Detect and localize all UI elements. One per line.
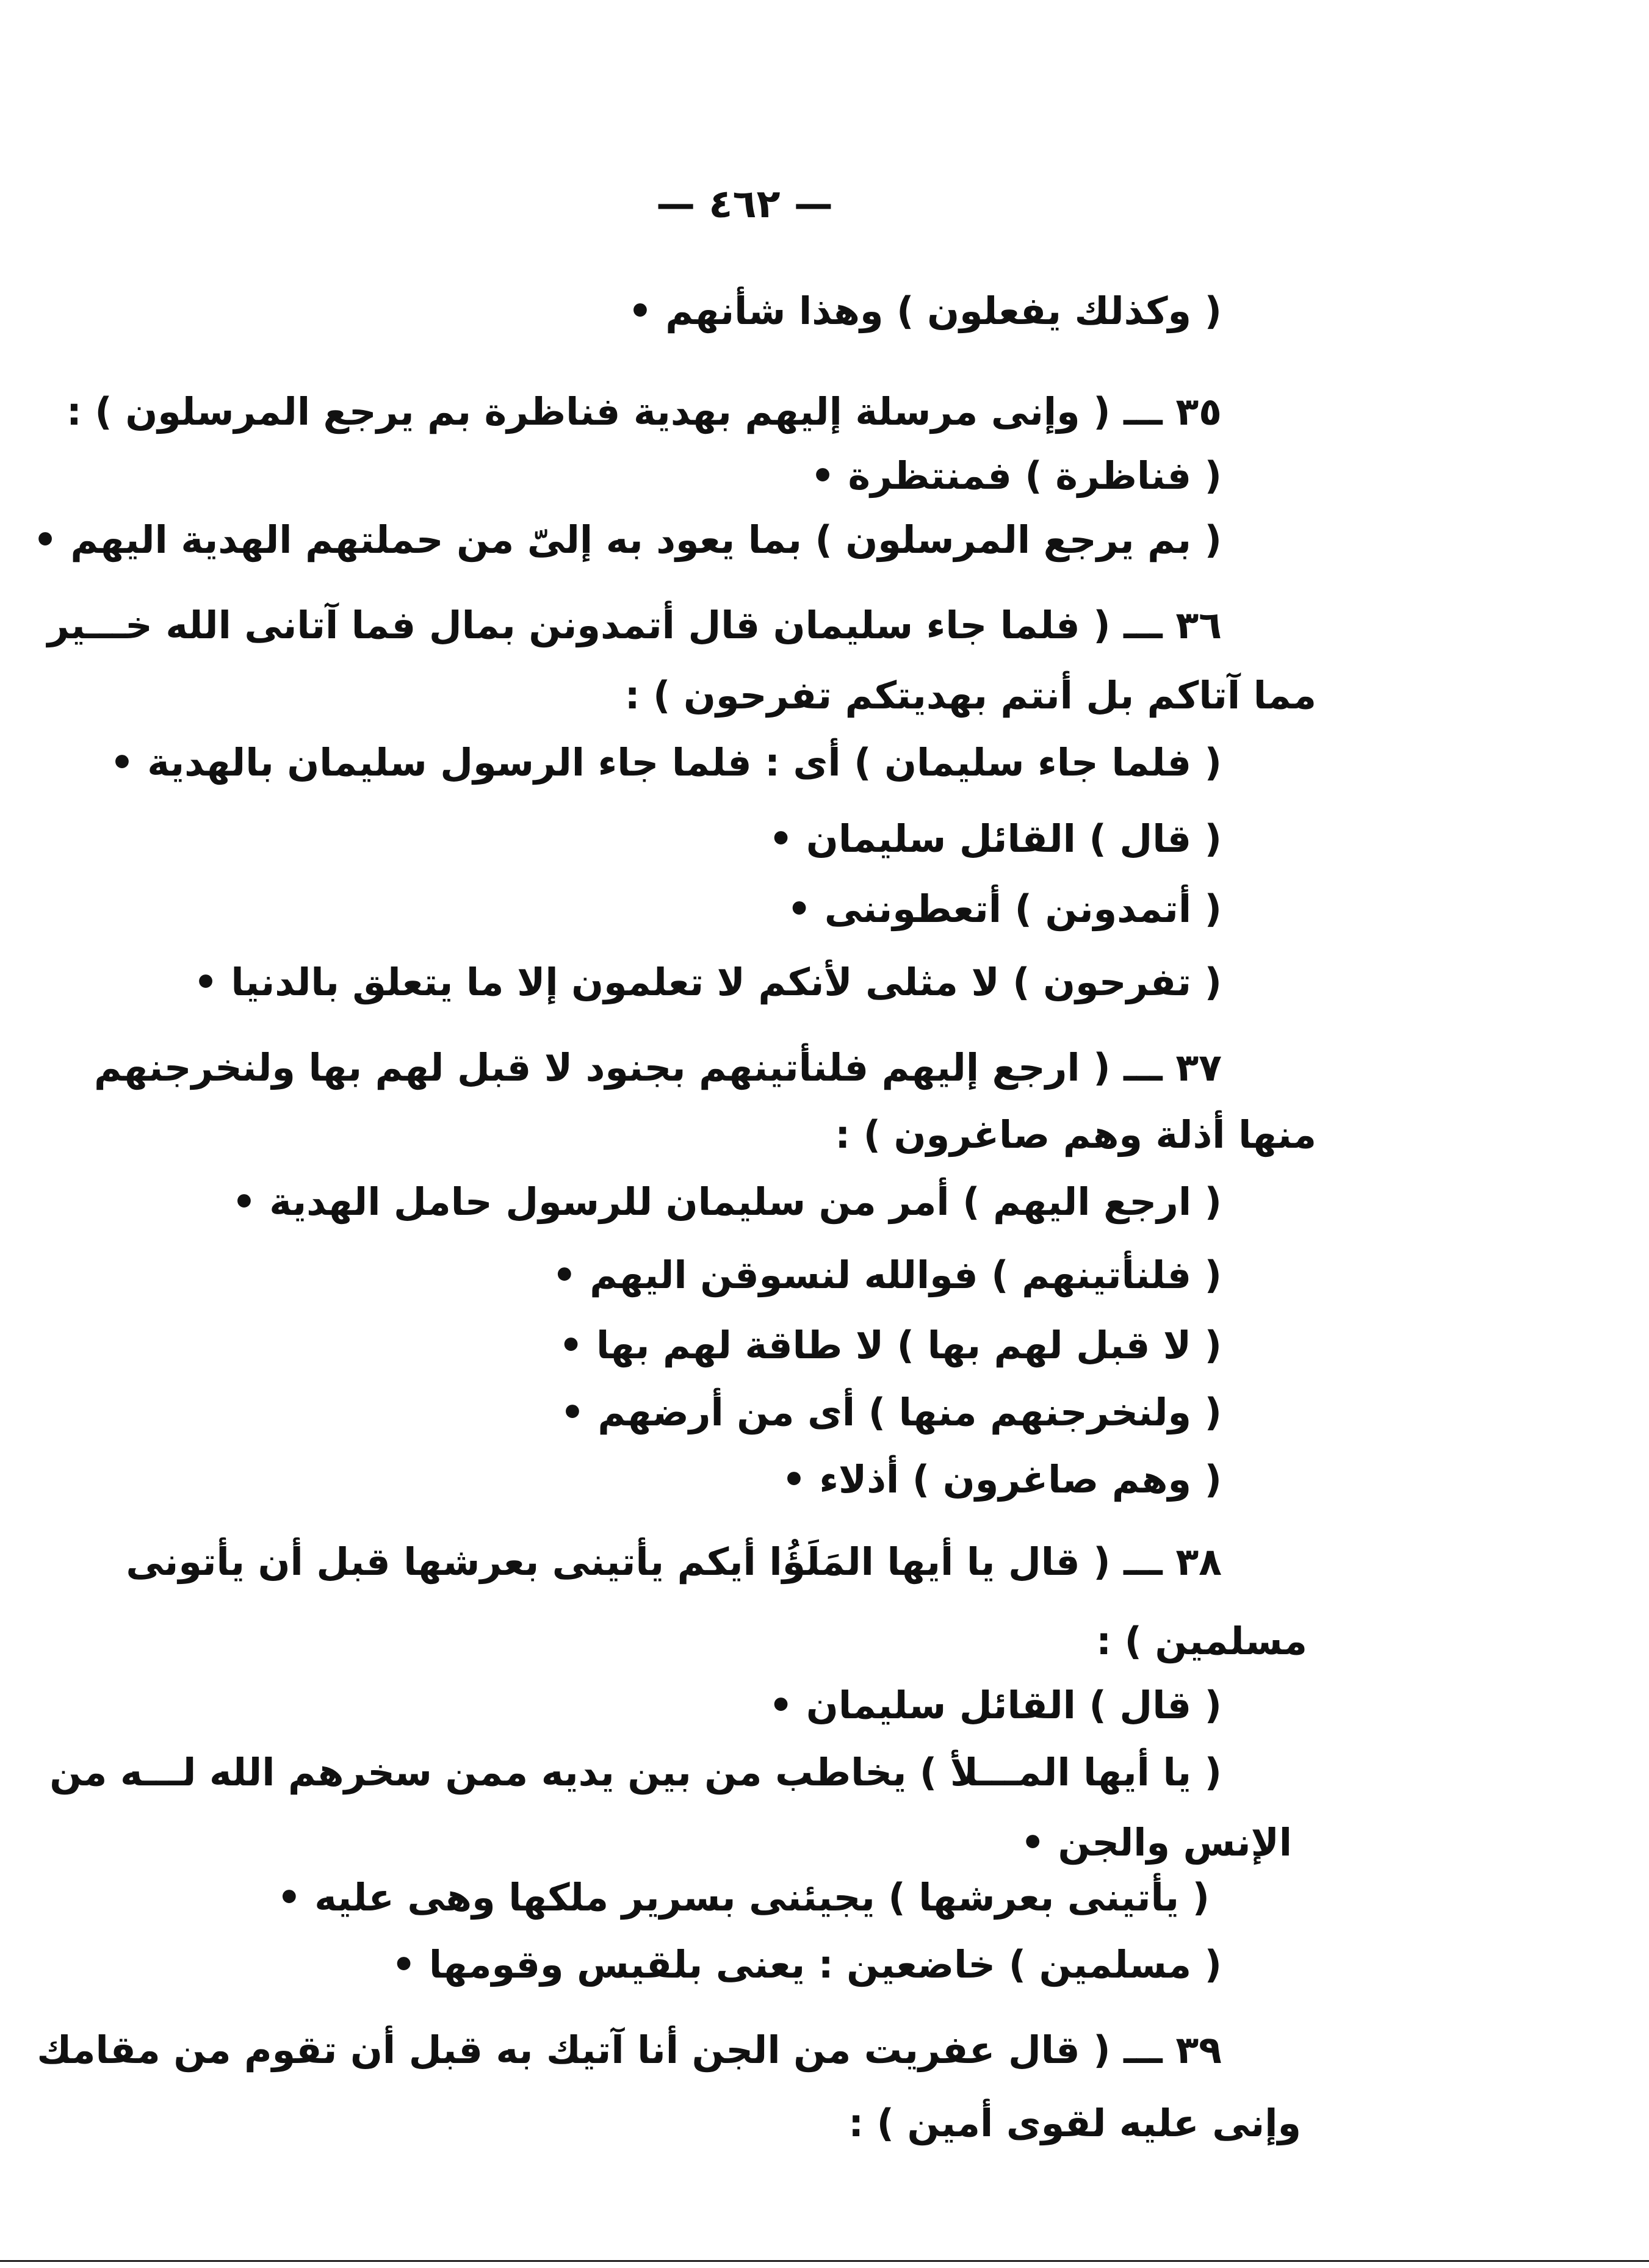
text-line: ( يأتينى بعرشها ) يجيئنى بسرير ملكها وهى عليه • [277, 1875, 1210, 1920]
text-line: مسلمين ) : [1096, 1619, 1307, 1663]
page-number: — ٤٦٢ — [656, 182, 833, 227]
text-line: منها أذلة وهم صاغرون ) : [835, 1112, 1316, 1157]
text-line: ( يا أيها المـــلأ ) يخاطب من بين يديه ممن سخرهم الله لـــه من [49, 1750, 1222, 1795]
text-line: مما آتاكم بل أنتم بهديتكم تفرحون ) : [624, 673, 1316, 718]
text-line: ( مسلمين ) خاضعين : يعنى بلقيس وقومها • [391, 1942, 1222, 1987]
text-line: الإنس والجن • [1020, 1820, 1292, 1865]
text-line: ( وكذلك يفعلون ) وهذا شأنهم • [628, 289, 1222, 333]
page-bottom-border [0, 2260, 1649, 2262]
text-line: وإنى عليه لقوى أمين ) : [848, 2101, 1301, 2145]
text-line: ( تفرحون ) لا مثلى لأنكم لا تعلمون إلا ما يتعلق بالدنيا • [193, 960, 1222, 1004]
text-line: ( لا قبل لهم بها ) لا طاقة لهم بها • [558, 1323, 1222, 1367]
text-line: ( فلما جاء سليمان ) أى : فلما جاء الرسول سليمان بالهدية • [110, 740, 1222, 785]
text-line: ٣٨ ـــ ( قال يا أيها المَلَؤُا أيكم يأتينى بعرشها قبل أن يأتونى [126, 1539, 1222, 1584]
text-line: ٣٦ ـــ ( فلما جاء سليمان قال أتمدونن بمال فما آتانى الله خـــير [47, 603, 1222, 647]
text-line: ( ولنخرجنهم منها ) أى من أرضهم • [560, 1390, 1222, 1435]
text-line: ( فناظرة ) فمنتظرة • [810, 453, 1222, 498]
text-line: ( فلنأتينهم ) فوالله لنسوقن اليهم • [552, 1253, 1222, 1297]
text-line: ٣٧ ـــ ( ارجع إليهم فلنأتينهم بجنود لا قبل لهم بها ولنخرجنهم [94, 1045, 1222, 1090]
text-line: ٣٩ ـــ ( قال عفريت من الجن أنا آتيك به قبل أن تقوم من مقامك [37, 2028, 1222, 2072]
text-line: ( ارجع اليهم ) أمر من سليمان للرسول حامل الهدية • [232, 1179, 1222, 1224]
text-line: ( وهم صاغرون ) أذلاء • [782, 1457, 1222, 1502]
text-line: ( قال ) القائل سليمان • [768, 816, 1222, 861]
text-line: ( بم يرجع المرسلون ) بما يعود به إلىّ من حملتهم الهدية اليهم • [33, 517, 1222, 562]
text-line: ( أتمدونن ) أتعطوننى • [787, 887, 1222, 931]
text-line: ٣٥ ـــ ( وإنى مرسلة إليهم بهدية فناظرة بم يرجع المرسلون ) : [67, 389, 1222, 434]
text-line: ( قال ) القائل سليمان • [768, 1683, 1222, 1727]
